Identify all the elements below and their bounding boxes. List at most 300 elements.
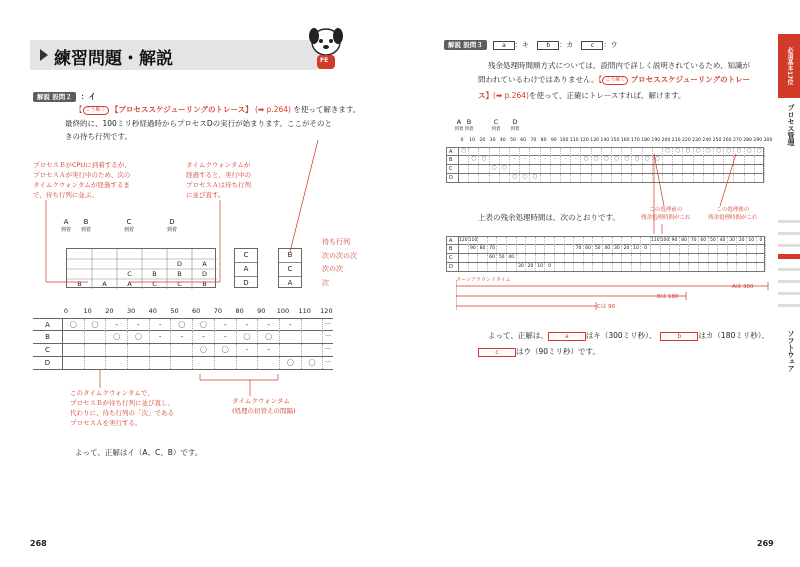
- grid-cell: [574, 263, 584, 271]
- grid-cell: [536, 254, 546, 262]
- grid-cell: -: [561, 156, 571, 164]
- grid-cell: [728, 254, 738, 262]
- g1-tick: 50: [510, 138, 516, 143]
- queue-cell: B: [77, 280, 82, 288]
- grid-cell: 70: [574, 245, 584, 253]
- timeline-cell: [85, 357, 107, 369]
- grid-cell: [592, 165, 602, 173]
- grid-cell: [530, 165, 540, 173]
- grid-cell: -: [510, 156, 520, 164]
- timeline-cell: 〇: [63, 319, 85, 331]
- grid-cell: 〇: [704, 148, 714, 156]
- grid-cell: 〇: [622, 156, 632, 164]
- queue-final-a: C A D: [234, 248, 258, 288]
- timeline-cell: -: [215, 331, 237, 343]
- timeline-cell: 〇: [106, 331, 128, 343]
- grid-cell: [745, 174, 755, 182]
- grid-cell: [592, 148, 602, 156]
- grid-cell: 〇: [459, 148, 469, 156]
- grid-row-label: C: [447, 165, 459, 173]
- timeline-cell: -: [280, 319, 302, 331]
- timeline-cell: 〇: [280, 357, 302, 369]
- grid-cell: [555, 237, 565, 245]
- q2-line2: 最終的に、100ミリ秒経過時からプロセスDの実行が始まります。ここがそのと: [65, 119, 332, 128]
- grid-cell: 〇: [479, 156, 489, 164]
- timeline-cell: [128, 344, 150, 356]
- grid-cell: [755, 174, 765, 182]
- grid-cell: [728, 245, 738, 253]
- grid-cell: 〇: [694, 148, 704, 156]
- grid-cell: [555, 263, 565, 271]
- g1-tick: 280: [743, 138, 752, 143]
- grid-cell: [541, 165, 551, 173]
- g1-tick: 30: [489, 138, 496, 143]
- g1-tick: 240: [702, 138, 712, 143]
- queue-cell: D: [176, 260, 182, 268]
- grid-cell: [520, 165, 530, 173]
- timeline-cell: [150, 357, 172, 369]
- g1-tick: 220: [682, 138, 691, 143]
- grid-cell: [581, 174, 591, 182]
- timeline-cell: [128, 357, 150, 369]
- grid-cell: [709, 263, 719, 271]
- grid-cell: 0: [641, 245, 651, 253]
- grid-cell: [661, 245, 671, 253]
- q2-line3: きの待ち行列です。: [65, 132, 132, 141]
- timeline-row-label: C: [33, 344, 63, 356]
- grid-cell: [651, 245, 661, 253]
- g1-tick: 170: [631, 138, 640, 143]
- grid-cell: 70: [689, 237, 699, 245]
- grid-cell: [651, 263, 661, 271]
- grid-cell: -: [541, 156, 551, 164]
- grid-cell: 40: [507, 254, 517, 262]
- grid-cell: [507, 263, 517, 271]
- g1-tick: 90: [550, 138, 557, 143]
- answer-box-b: b: [537, 41, 559, 50]
- left-conclusion: よって、正解はイ（A、C、B）です。: [75, 448, 203, 457]
- side-bar-4: [778, 268, 800, 271]
- grid-cell: [517, 254, 527, 262]
- grid-cell: [490, 156, 500, 164]
- g-annotation-lines: [640, 150, 740, 236]
- grid-cell: [613, 263, 623, 271]
- timeline-more: …: [325, 331, 331, 338]
- g1-tick: 20: [479, 138, 486, 143]
- grid-cell: [581, 165, 591, 173]
- grid-cell: 120: [459, 238, 468, 243]
- grid-cell: [689, 263, 699, 271]
- grid-cell: [520, 148, 530, 156]
- grid-row-label: A: [447, 237, 459, 245]
- timeline-cell: 〇: [258, 331, 280, 343]
- grid-cell: [718, 245, 728, 253]
- grid-cell: [593, 263, 603, 271]
- right-conclusion-2: c はウ（90ミリ秒）です。: [478, 346, 600, 357]
- timeline-cell: [106, 344, 128, 356]
- ref-page[interactable]: (➡ p.264): [254, 105, 291, 114]
- g-annotation-before: この処理前の 残余処理時間がこれ: [641, 207, 691, 221]
- grid-cell: [488, 237, 498, 245]
- ref-page-right[interactable]: (➡ p.264): [493, 91, 529, 100]
- g1-arrival-label: D: [512, 118, 518, 126]
- grid-cell: [497, 263, 507, 271]
- grid-cell: [574, 254, 584, 262]
- grid-cell: 0: [757, 237, 767, 245]
- timeline-cell: -: [128, 319, 150, 331]
- grid-cell: 〇: [632, 156, 642, 164]
- q3-line2: 問われているわけではありません。【 こう解く プロセススケジューリングのトレー: [478, 75, 751, 84]
- timeline-more: …: [325, 344, 331, 351]
- timeline-cell: 〇: [237, 331, 259, 343]
- grid-cell: [612, 165, 622, 173]
- grid-cell: [603, 237, 613, 245]
- c-turnaround: Cは 90: [597, 304, 616, 310]
- grid-cell: [689, 254, 699, 262]
- grid-cell: [565, 254, 575, 262]
- grid-cell: [632, 263, 642, 271]
- g1-tick: 70: [530, 138, 537, 143]
- timeline-cell: -: [193, 331, 215, 343]
- grid-cell: 40: [718, 237, 728, 245]
- grid-cell: [459, 245, 469, 253]
- g1-tick: 260: [722, 138, 732, 143]
- g1-tick: 190: [651, 138, 661, 143]
- side-bar-3: [778, 244, 800, 247]
- grid-cell: [709, 254, 719, 262]
- grid-cell: [745, 165, 755, 173]
- timeline-cell: [193, 357, 215, 369]
- side-section: プロセス管理: [787, 104, 795, 146]
- grid-cell: [602, 165, 612, 173]
- timeline-row: [33, 344, 333, 357]
- grid-cell: [680, 245, 690, 253]
- grid-cell: [612, 148, 622, 156]
- q3-line3: ス】(➡ p.264)を使って、正確にトレースすれば、解けます。: [478, 91, 686, 100]
- grid-cell: [641, 237, 651, 245]
- timeline-cell: -: [150, 331, 172, 343]
- grid-cell: 〇: [653, 156, 663, 164]
- grid-row-label: B: [447, 245, 459, 253]
- answer-box-a: a: [493, 41, 515, 50]
- queue-cell: D: [201, 270, 207, 278]
- q2-ref-line: [75, 104, 360, 115]
- grid-cell: [718, 254, 728, 262]
- grid-cell: 90: [469, 245, 479, 253]
- g1-arrival-tag: 到着: [454, 127, 464, 132]
- grid-cell: -: [551, 156, 561, 164]
- timeline-cell: -: [258, 344, 280, 356]
- g1-tick: 0: [460, 138, 464, 143]
- answer-a: ：キ: [515, 41, 529, 49]
- grid-cell: [680, 254, 690, 262]
- grid-cell: -: [520, 156, 530, 164]
- grid-cell: [478, 237, 488, 245]
- grid-cell: 〇: [673, 148, 683, 156]
- grid-cell: [469, 263, 479, 271]
- grid-row-label: D: [447, 263, 459, 271]
- grid-cell: [571, 148, 581, 156]
- grid-cell: [571, 174, 581, 182]
- grid-cell: 〇: [724, 148, 734, 156]
- ref-tail: を使って解きます。: [293, 105, 361, 114]
- timeline-more: …: [325, 357, 331, 364]
- page-number-right: 269: [757, 539, 774, 548]
- grid-cell: 〇: [469, 156, 479, 164]
- g1-tick: 250: [712, 138, 722, 143]
- grid-cell: [565, 237, 575, 245]
- ref-title-right[interactable]: プロセススケジューリングのトレー: [630, 75, 751, 84]
- grid-cell: 〇: [510, 174, 520, 182]
- queue-cell: A: [127, 280, 132, 288]
- ref-title[interactable]: 【プロセススケジューリングのトレース】: [110, 105, 253, 114]
- grid-cell: 10: [632, 245, 642, 253]
- annotation-b-requeue: このタイムクウォンタムで、 プロセスＢが待ち行列に並び直し、 代わりに、待ち行列の「次」である プロセスＡを実行する。: [70, 389, 174, 427]
- arrival-markers: A 到着 B 到着 C 到着 D 到着: [60, 218, 177, 233]
- grid-cell: 〇: [602, 156, 612, 164]
- g1-arrival-label: A: [456, 118, 462, 126]
- grid-cell: [565, 245, 575, 253]
- grid-cell: [622, 237, 632, 245]
- g1-tick: 210: [671, 138, 681, 143]
- grid-cell: [709, 245, 719, 253]
- timeline-cell: [106, 357, 128, 369]
- timeline-tick: 80: [235, 307, 244, 315]
- timeline-tick: 0: [63, 307, 69, 315]
- grid-row: [446, 263, 765, 272]
- grid-cell: 0: [545, 263, 555, 271]
- grid-cell: -: [571, 156, 581, 164]
- grid-cell: [479, 174, 489, 182]
- grid-cell: [737, 263, 747, 271]
- grid-cell: 50: [709, 237, 719, 245]
- side-tab-rank[interactable]: 必須基本17位: [778, 34, 800, 98]
- timeline-cell: -: [106, 319, 128, 331]
- g1-tick: 60: [520, 138, 527, 143]
- queue-final-b: B C A: [278, 248, 302, 288]
- grid-row-label: D: [447, 174, 459, 182]
- timeline-cell: [302, 344, 324, 356]
- timeline-row: [33, 357, 333, 370]
- grid-cell: [530, 148, 540, 156]
- grid-cell: [699, 254, 709, 262]
- timeline-cell: 〇: [193, 344, 215, 356]
- grid-cell: [459, 174, 469, 182]
- grid-cell: [551, 174, 561, 182]
- g1-arrival: [508, 118, 522, 132]
- timeline-more: …: [325, 319, 331, 326]
- queue-cell: A: [202, 260, 207, 268]
- grid-cell: [545, 245, 555, 253]
- grid-cell: [469, 148, 479, 156]
- queue-cell: B: [202, 280, 207, 288]
- grid-cell: [479, 148, 489, 156]
- g1-tick: 160: [620, 138, 630, 143]
- grid-cell: [561, 174, 571, 182]
- grid-cell: [459, 156, 469, 164]
- q3-tag: 解説 設問３: [444, 40, 487, 50]
- grid-cell: [622, 165, 632, 173]
- grid-cell: 30: [613, 245, 623, 253]
- grid-cell: [699, 245, 709, 253]
- timeline-cell: [172, 344, 194, 356]
- grid-cell: [584, 237, 594, 245]
- grid-cell: [469, 165, 479, 173]
- page-number-left: 268: [30, 539, 47, 548]
- timeline-cell: 〇: [85, 319, 107, 331]
- queue-cell: C: [127, 270, 132, 278]
- grid-cell: 70: [488, 245, 498, 253]
- grid-cell: 〇: [663, 148, 673, 156]
- ref-pill: こう解く: [83, 106, 109, 115]
- grid-cell: 〇: [530, 174, 540, 182]
- grid-cell: [555, 245, 565, 253]
- mascot-dog: [306, 24, 346, 74]
- grid-cell: 30: [728, 237, 738, 245]
- g1-tick: 100: [559, 138, 569, 143]
- grid-cell: [584, 254, 594, 262]
- g1-tick: 270: [733, 138, 742, 143]
- page-title: 練習問題・解説: [54, 49, 173, 69]
- grid-cell: 〇: [500, 165, 510, 173]
- side-bar-7: [778, 304, 800, 307]
- left-annotation-lines: [40, 140, 330, 300]
- grid-cell: 〇: [581, 156, 591, 164]
- grid-cell: 〇: [643, 156, 653, 164]
- timeline-cell: -: [237, 319, 259, 331]
- grid-cell: 110: [468, 238, 478, 243]
- g1-arrival: [489, 118, 503, 132]
- grid-cell: [581, 148, 591, 156]
- timeline-cell: [258, 357, 280, 369]
- grid-cell: [565, 263, 575, 271]
- timeline-row-label: A: [33, 319, 63, 331]
- g1-tick: 300: [763, 138, 773, 143]
- grid-cell: [745, 156, 755, 164]
- grid-cell: 〇: [490, 165, 500, 173]
- side-bar-1: [778, 220, 800, 223]
- grid-row-label: C: [447, 254, 459, 262]
- turnaround-label: ターンアラウンドタイム: [456, 277, 511, 283]
- side-bar-active: [778, 254, 800, 259]
- q2-tag: 解説 設問２: [33, 92, 76, 102]
- grid-cell: [593, 254, 603, 262]
- timeline-tick: 10: [83, 307, 92, 315]
- grid-cell: [478, 263, 488, 271]
- grid-cell: 110: [651, 238, 660, 243]
- g1-arrival-label: B: [466, 118, 472, 126]
- grid-row: [446, 245, 765, 254]
- timeline-tick: 70: [213, 307, 223, 315]
- grid-cell: 〇: [755, 148, 765, 156]
- g1-tick: 120: [580, 138, 589, 143]
- timeline-tick: 120: [320, 307, 333, 315]
- grid-row-label: B: [447, 156, 459, 164]
- answer-box-c: c: [581, 41, 603, 50]
- answer-b: ：カ: [559, 41, 574, 49]
- queue-cell: B: [152, 270, 157, 278]
- grid-cell: 10: [747, 237, 757, 245]
- timeline-cell: [63, 344, 85, 356]
- timeline-cell: -: [172, 331, 194, 343]
- b-turnaround: Bは 180: [657, 294, 679, 300]
- grid-cell: 40: [603, 245, 613, 253]
- grid-cell: [603, 263, 613, 271]
- grid-cell: 60: [584, 245, 594, 253]
- grid-cell: [500, 148, 510, 156]
- grid-cell: 20: [737, 237, 747, 245]
- grid-cell: [571, 165, 581, 173]
- timeline-cell: -: [258, 319, 280, 331]
- grid-cell: [757, 245, 767, 253]
- annotation-quantum: タイムクウォンタム (処理の切替えの間隔): [232, 397, 296, 415]
- grid-cell: [622, 174, 632, 182]
- grid-cell: 〇: [734, 148, 744, 156]
- timeline-row: [33, 331, 333, 344]
- queue-labels: 待ち行列 次の次の次 次の次 次: [322, 238, 357, 287]
- grid-cell: [699, 263, 709, 271]
- g1-arrival-tag: 到着: [491, 127, 501, 132]
- grid-cell: [561, 165, 571, 173]
- side-bar-2: [778, 232, 800, 235]
- grid-cell: [757, 263, 767, 271]
- fe-badge: FE: [320, 57, 329, 64]
- grid-cell: [641, 254, 651, 262]
- grid-cell: [661, 254, 671, 262]
- timeline-cell: [85, 331, 107, 343]
- timeline-tick: 90: [257, 307, 266, 315]
- grid-cell: [507, 245, 517, 253]
- g1-tick: 130: [590, 138, 599, 143]
- a-turnaround: Aは 300: [732, 284, 754, 290]
- grid-cell: [459, 254, 469, 262]
- queue-cell: C: [152, 280, 157, 288]
- grid-cell: [536, 237, 546, 245]
- grid-cell: [526, 237, 536, 245]
- grid-cell: [459, 263, 469, 271]
- grid-cell: [757, 254, 767, 262]
- timeline-cell: [150, 344, 172, 356]
- grid-cell: 〇: [520, 174, 530, 182]
- grid-cell: [517, 237, 527, 245]
- grid-cell: [689, 245, 699, 253]
- grid-cell: 〇: [592, 156, 602, 164]
- g1-tick: 140: [600, 138, 610, 143]
- g1-tick: 290: [753, 138, 763, 143]
- grid-cell: 80: [478, 245, 488, 253]
- g1-arrival: [462, 118, 476, 132]
- ref-pill-right: こう解く: [602, 76, 628, 85]
- timeline-cell: 〇: [172, 319, 194, 331]
- grid-cell: 100: [660, 238, 670, 243]
- grid-cell: -: [530, 156, 540, 164]
- grid-cell: [737, 254, 747, 262]
- grid-cell: 60: [699, 237, 709, 245]
- grid-cell: 〇: [683, 148, 693, 156]
- timeline-cell: [280, 331, 302, 343]
- g1-tick: 40: [499, 138, 506, 143]
- grid-cell: [593, 237, 603, 245]
- grid-cell: [632, 237, 642, 245]
- grid-cell: [613, 254, 623, 262]
- grid-cell: 50: [497, 254, 507, 262]
- grid-cell: [592, 174, 602, 182]
- grid-cell: [497, 245, 507, 253]
- grid-cell: [545, 254, 555, 262]
- g1-tick: 200: [661, 138, 671, 143]
- grid-cell: [551, 165, 561, 173]
- grid-cell: 30: [517, 263, 527, 271]
